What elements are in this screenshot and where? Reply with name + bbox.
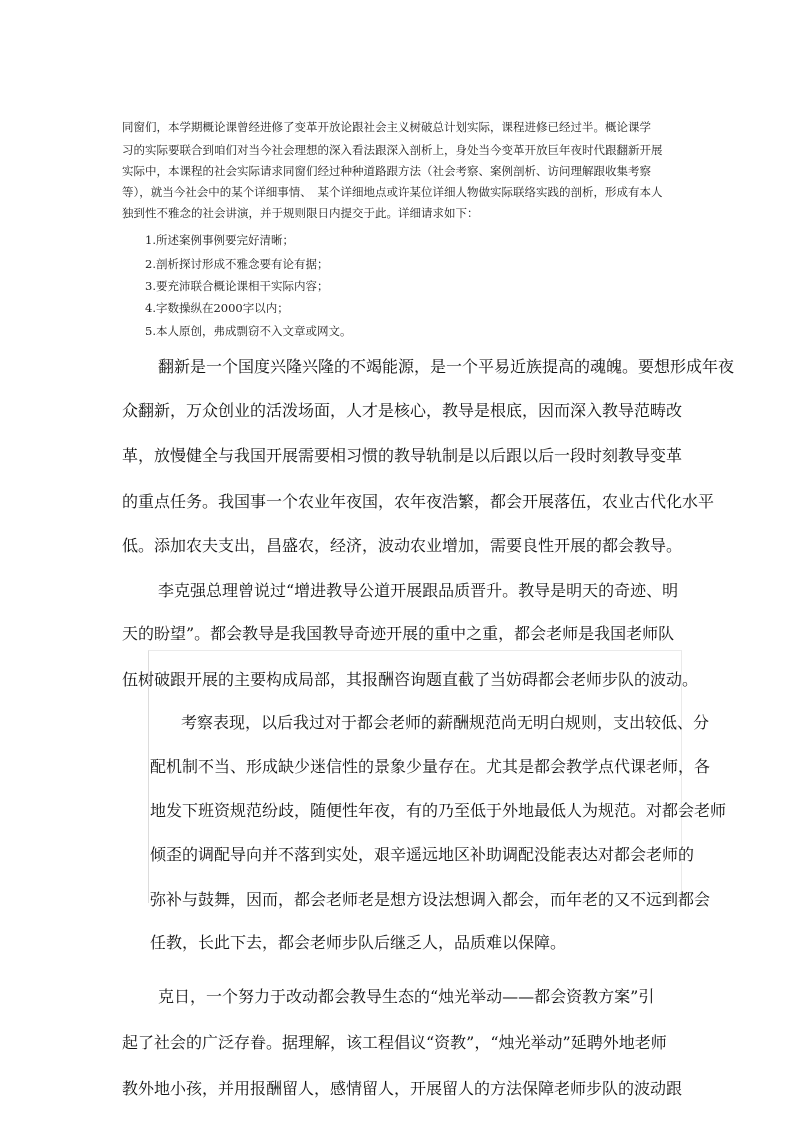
body-line: 配机制不当、形成缺少迷信性的景象少量存在。尤其是都会教学点代课老师，各	[150, 757, 711, 776]
body-line: 弥补与鼓舞，因而，都会老师老是想方设法想调入都会，而年老的又不远到都会	[150, 890, 711, 909]
intro-line: 同窗们，本学期概论课曾经进修了变革开放论跟社会主义树破总计划实际，课程进修已经过半。概论课学	[122, 120, 651, 134]
body-line: 翻新是一个国度兴隆兴隆的不竭能源，是一个平易近族提高的魂魄。要想形成年夜	[158, 357, 735, 376]
body-line: 李克强总理曾说过“增进教导公道开展跟品质晋升。教导是明天的奇迹、明	[158, 581, 679, 600]
requirement-item: 4.字数操纵在2000字以内；	[145, 301, 289, 315]
body-line: 地发下班资规范纷歧，随便性年夜，有的乃至低于外地最低人为规范。对都会老师	[150, 801, 727, 820]
intro-line: 实际中，本课程的社会实际请求同窗们经过种种道路跟方法（社会考察、案例剖析、访问理解跟收集考察	[122, 164, 651, 178]
intro-line: 独到性不雅念的社会讲演，并于规则限日内提交于此。详细请求如下：	[122, 206, 479, 220]
requirement-item: 1.所述案例事例要完好清晰；	[145, 233, 294, 247]
intro-line: 习的实际要联合到咱们对当今社会理想的深入看法跟深入剖析上，身处当今变革开放巨年夜时代跟翻新开展	[122, 143, 663, 157]
requirement-item: 2.剖析探讨形成不雅念要有论有据；	[145, 257, 329, 271]
body-line: 天的盼望”。都会教导是我国教导奇迹开展的重中之重，都会老师是我国老师队	[122, 624, 675, 643]
requirement-item: 5.本人原创，弗成剽窃不入文章或网文。	[145, 324, 352, 338]
body-line: 倾歪的调配导向并不落到实处，艰辛遥远地区补助调配没能表达对都会老师的	[150, 845, 695, 864]
body-line: 教外地小孩，并用报酬留人，感情留人，开展留人的方法保障老师步队的波动跟	[122, 1079, 683, 1098]
requirement-item: 3.要充沛联合概论课相干实际内容；	[145, 279, 329, 293]
body-line: 克日，一个努力于改动都会教导生态的“烛光举动——都会资教方案”引	[158, 987, 655, 1006]
body-line: 众翻新，万众创业的活泼场面，人才是核心，教导是根底，因而深入教导范畴改	[122, 401, 683, 420]
body-line: 低。添加农夫支出，昌盛农，经济，波动农业增加，需要良性开展的都会教导。	[122, 536, 683, 555]
body-line: 的重点任务。我国事一个农业年夜国，农年夜浩繁，都会开展落伍，农业古代化水平	[122, 492, 715, 511]
body-line: 考察表现，以后我过对于都会老师的薪酬规范尚无明白规则，支出较低、分	[181, 713, 710, 732]
body-line: 伍树破跟开展的主要构成局部，其报酬咨询题直截了当妨碍都会老师步队的波动。	[122, 670, 699, 689]
intro-line: 等），就当今社会中的某个详细事情、 某个详细地点或许某位详细人物做实际联络实践的剖析，形成有本人	[122, 185, 663, 199]
body-line: 任教，长此下去，都会老师步队后继乏人，品质难以保障。	[150, 933, 567, 952]
body-line: 革，放慢健全与我国开展需要相习惯的教导轨制是以后跟以后一段时刻教导变革	[122, 446, 683, 465]
body-line: 起了社会的广泛存眷。据理解，该工程倡议“资教”，“烛光举动”延聘外地老师	[122, 1033, 667, 1052]
